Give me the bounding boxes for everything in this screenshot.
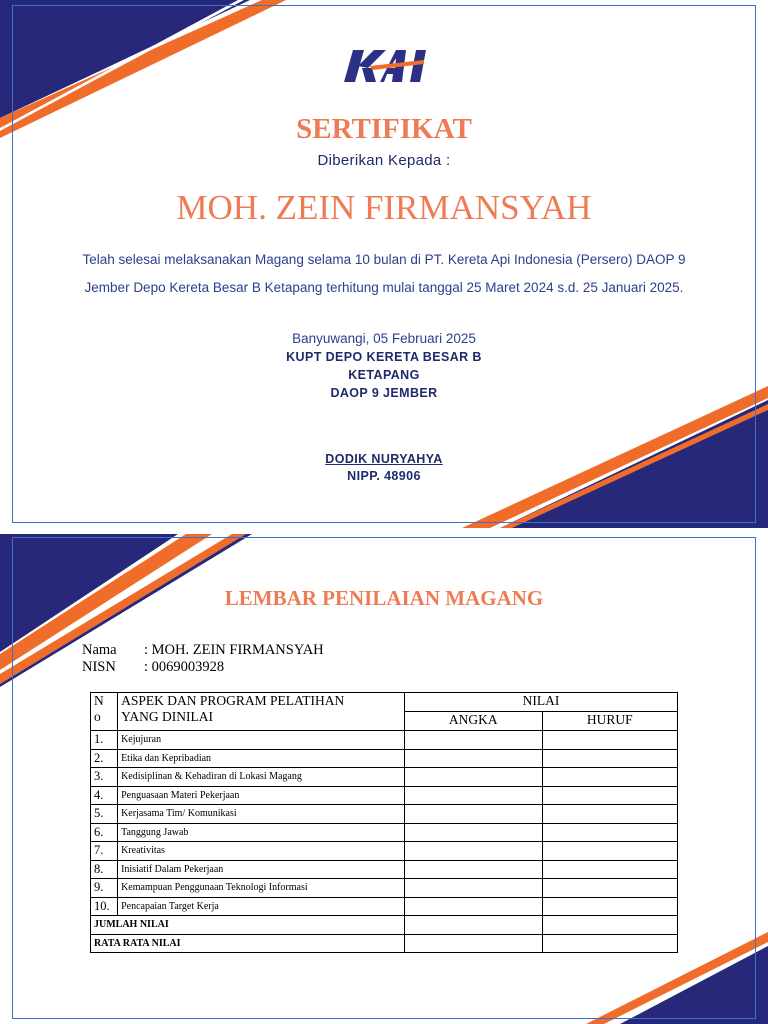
assessment-rows [91,731,678,916]
nisn-value: : 0069003928 [144,659,225,675]
header-aspek-line1: ASPEK DAN PROGRAM PELATIHAN [121,693,345,708]
table-row [91,749,678,768]
table-row [91,731,678,750]
table-row [91,897,678,916]
table-row [91,768,678,787]
row-huruf-cell[interactable] [542,823,678,842]
header-no-bottom: o [94,709,101,724]
row-angka-cell[interactable] [405,823,542,842]
row-angka-cell[interactable] [405,768,542,787]
header-no [91,693,118,731]
header-row [91,693,678,712]
row-number: 2. [91,749,118,768]
signatory-title-3: DAOP 9 JEMBER [330,386,438,400]
row-huruf-cell[interactable] [542,731,678,750]
header-aspek-line2: YANG DINILAI [121,709,213,724]
average-row [91,934,678,953]
header-no-top: N [94,693,104,708]
row-number: 1. [91,731,118,750]
average-angka-cell[interactable] [405,934,542,953]
row-angka-cell[interactable] [405,805,542,824]
table-row [91,879,678,898]
kai-logo [340,44,428,86]
row-aspek: Kemampuan Penggunaan Teknologi Informasi [118,879,405,898]
row-number: 6. [91,823,118,842]
row-huruf-cell[interactable] [542,786,678,805]
row-aspek: Etika dan Kepribadian [118,749,405,768]
table-row [91,786,678,805]
header-aspek [118,693,405,731]
total-huruf-cell[interactable] [542,916,678,935]
table-row [91,823,678,842]
body-line-1: Telah selesai melaksanakan Magang selama 10 bulan di PT. Kereta Api Indonesia (Persero) DAOP 9 [82,252,686,267]
given-to-label: Diberikan Kepada : [317,152,451,169]
recipient-name: MOH. ZEIN FIRMANSYAH [176,188,592,227]
signatory-title-2: KETAPANG [348,368,420,382]
row-number: 8. [91,860,118,879]
row-aspek: Kejujuran [118,731,405,750]
row-angka-cell[interactable] [405,897,542,916]
header-nilai: NILAI [405,693,678,712]
row-huruf-cell[interactable] [542,768,678,787]
header-angka: ANGKA [405,712,542,731]
row-number: 10. [91,897,118,916]
table-row [91,805,678,824]
row-aspek: Kreativitas [118,842,405,861]
row-aspek: Kerjasama Tim/ Komunikasi [118,805,405,824]
row-aspek: Tanggung Jawab [118,823,405,842]
signatory-name: DODIK NURYAHYA [325,452,443,466]
row-number: 3. [91,768,118,787]
row-huruf-cell[interactable] [542,897,678,916]
name-value: : MOH. ZEIN FIRMANSYAH [144,642,324,658]
row-number: 9. [91,879,118,898]
row-aspek: Kedisiplinan & Kehadiran di Lokasi Magang [118,768,405,787]
row-angka-cell[interactable] [405,842,542,861]
row-huruf-cell[interactable] [542,842,678,861]
total-row [91,916,678,935]
assessment-table [90,692,678,953]
row-aspek: Penguasaan Materi Pekerjaan [118,786,405,805]
row-huruf-cell[interactable] [542,879,678,898]
row-number: 7. [91,842,118,861]
row-aspek: Pencapaian Target Kerja [118,897,405,916]
assessment-page [0,534,768,1024]
average-label: RATA RATA NILAI [91,934,405,953]
row-number: 5. [91,805,118,824]
body-line-2: Jember Depo Kereta Besar B Ketapang terhitung mulai tanggal 25 Maret 2024 s.d. 25 Januari 2025. [84,280,684,295]
header-huruf: HURUF [542,712,678,731]
certificate-title: SERTIFIKAT [296,113,472,145]
row-aspek: Inisiatif Dalam Pekerjaan [118,860,405,879]
certificate-body [40,246,728,302]
row-angka-cell[interactable] [405,860,542,879]
total-label: JUMLAH NILAI [91,916,405,935]
table-row [91,842,678,861]
total-angka-cell[interactable] [405,916,542,935]
nisn-label: NISN [82,659,116,675]
name-label: Nama [82,642,117,658]
row-angka-cell[interactable] [405,731,542,750]
assessment-title: LEMBAR PENILAIAN MAGANG [224,586,544,610]
nisn-line [82,659,224,676]
row-angka-cell[interactable] [405,879,542,898]
signatory-title-1: KUPT DEPO KERETA BESAR B [286,350,482,364]
row-huruf-cell[interactable] [542,805,678,824]
row-angka-cell[interactable] [405,786,542,805]
row-huruf-cell[interactable] [542,860,678,879]
row-huruf-cell[interactable] [542,749,678,768]
row-angka-cell[interactable] [405,749,542,768]
name-line [82,642,324,659]
signatory-nipp: NIPP. 48906 [347,469,421,483]
average-huruf-cell[interactable] [542,934,678,953]
table-row [91,860,678,879]
row-number: 4. [91,786,118,805]
place-date: Banyuwangi, 05 Februari 2025 [292,331,476,346]
